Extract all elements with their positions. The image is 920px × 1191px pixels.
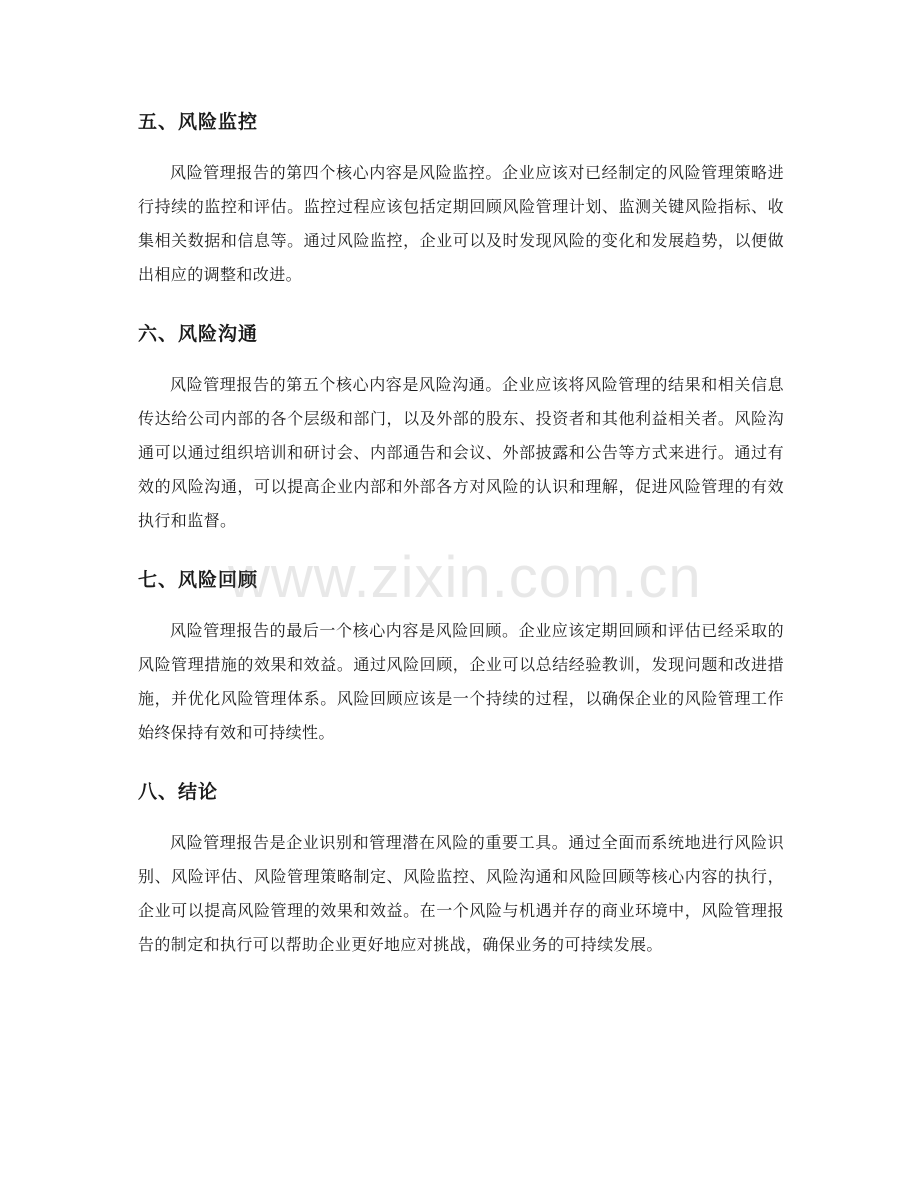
section-paragraph: 风险管理报告的第五个核心内容是风险沟通。企业应该将风险管理的结果和相关信息传达给公司内部的各个层级和部门，以及外部的股东、投资者和其他利益相关者。风险沟通可以通过组织培训和研讨会、内部通告和会议、外部披露和公告等方式来进行。通过有效的风险沟通，可以提高企业内部和外部各方对风险的认识和理解，促进风险管理的有效执行和监督。: [138, 375, 784, 530]
section-heading: 八、结论: [138, 781, 219, 803]
section-conclusion: [138, 774, 784, 962]
section-risk-communication: [138, 316, 784, 538]
section-heading: 六、风险沟通: [138, 323, 259, 345]
watermark: www.zixin.com.cn: [228, 545, 702, 610]
section-paragraph: 风险管理报告是企业识别和管理潜在风险的重要工具。通过全面而系统地进行风险识别、风险评估、风险管理策略制定、风险监控、风险沟通和风险回顾等核心内容的执行，企业可以提高风险管理的效果和效益。在一个风险与机遇并存的商业环境中，风险管理报告的制定和执行可以帮助企业更好地应对挑战，确保业务的可持续发展。: [138, 833, 784, 954]
section-heading: 五、风险监控: [138, 111, 259, 133]
section-heading: 七、风险回顾: [138, 569, 259, 591]
section-paragraph: 风险管理报告的最后一个核心内容是风险回顾。企业应该定期回顾和评估已经采取的风险管理措施的效果和效益。通过风险回顾，企业可以总结经验教训，发现问题和改进措施，并优化风险管理体系。风险回顾应该是一个持续的过程，以确保企业的风险管理工作始终保持有效和可持续性。: [138, 621, 784, 742]
section-risk-monitoring: [138, 104, 784, 292]
section-paragraph: 风险管理报告的第四个核心内容是风险监控。企业应该对已经制定的风险管理策略进行持续的监控和评估。监控过程应该包括定期回顾风险管理计划、监测关键风险指标、收集相关数据和信息等。通过风险监控，企业可以及时发现风险的变化和发展趋势，以便做出相应的调整和改进。: [138, 163, 784, 284]
